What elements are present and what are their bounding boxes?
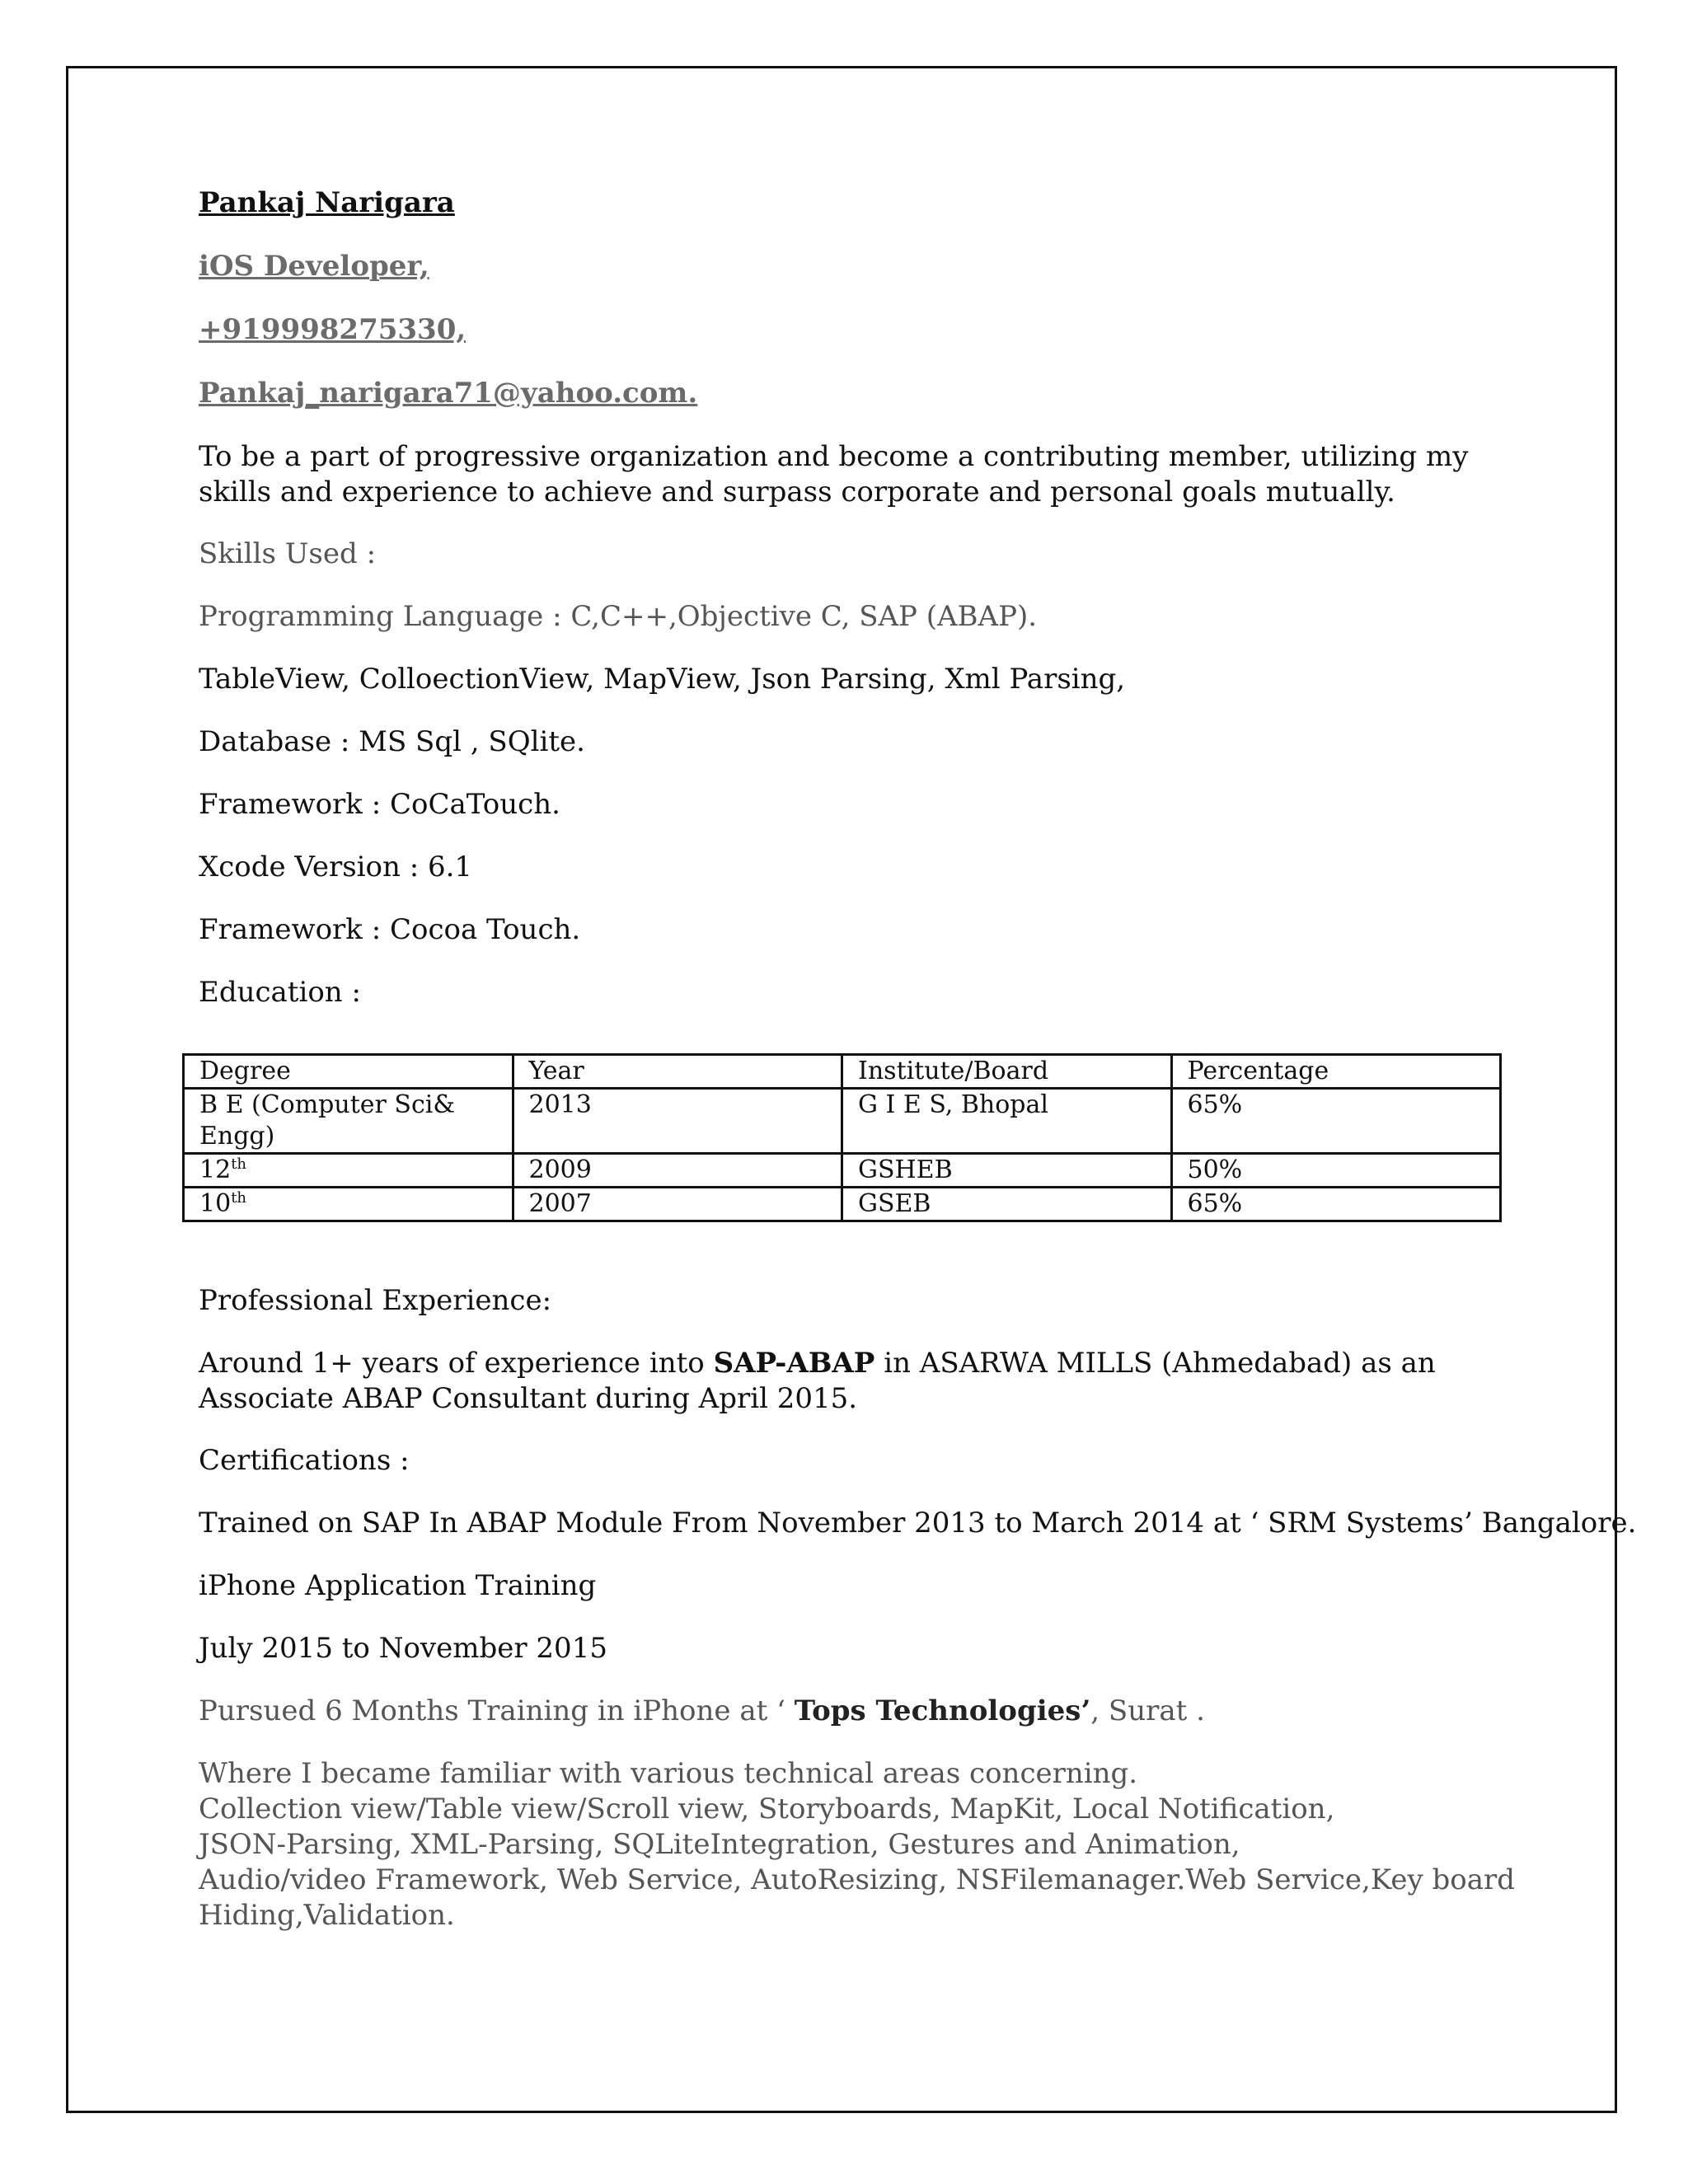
experience-skill: SAP-ABAP (713, 1347, 875, 1380)
training-institute: Tops Technologies’ (794, 1694, 1091, 1727)
email-link[interactable]: Pankaj_narigara71@yahoo.com. (199, 377, 698, 410)
degree-suffix: th (231, 1189, 247, 1207)
table-row (184, 1188, 1501, 1221)
column-header-year: Year (513, 1055, 842, 1089)
skills-framework-1: Framework : CoCaTouch. (199, 788, 560, 821)
cell-degree (184, 1188, 513, 1221)
degree-number: 10 (199, 1189, 232, 1218)
iphone-training-period: July 2015 to November 2015 (199, 1632, 607, 1665)
familiar-line: Audio/video Framework, Web Service, AutoResizing, NSFilemanager.Web Service,Key board (199, 1863, 1515, 1896)
skills-ui-topics: TableView, ColloectionView, MapView, Json Parsing, Xml Parsing, (199, 663, 1126, 696)
education-table (182, 1053, 1502, 1222)
resume-bottom-section (199, 1283, 1637, 1933)
experience-text-end: in ASARWA MILLS (Ahmedabad) as an Associate ABAP Consultant during April 2015. (199, 1347, 1436, 1415)
cell-percentage: 65% (1171, 1089, 1501, 1154)
familiar-line: Collection view/Table view/Scroll view, Storyboards, MapKit, Local Notification, (199, 1793, 1335, 1825)
cell-year: 2007 (513, 1188, 842, 1221)
degree-suffix: th (231, 1155, 247, 1173)
skills-xcode: Xcode Version : 6.1 (199, 851, 473, 883)
pursued-text-start: Pursued 6 Months Training in iPhone at ‘ (199, 1694, 795, 1727)
job-title: iOS Developer, (199, 250, 429, 283)
phone-number: +919998275330, (199, 313, 467, 346)
candidate-name: Pankaj Narigara (199, 186, 455, 219)
cell-year: 2013 (513, 1089, 842, 1154)
table-header-row (184, 1055, 1501, 1089)
column-header-degree: Degree (184, 1055, 513, 1089)
iphone-training-heading: iPhone Application Training (199, 1569, 597, 1602)
experience-text (199, 1346, 1534, 1417)
objective-text: To be a part of progressive organization and become a contributing member, utilizing my skills and experience to achieve and surpass corporate and personal goals mutually. (199, 440, 1469, 509)
experience-text-start: Around 1+ years of experience into (199, 1347, 714, 1380)
cell-degree: B E (Computer Sci& Engg) (184, 1089, 513, 1154)
familiar-line: Hiding,Validation. (199, 1899, 455, 1932)
degree-number: 12 (199, 1155, 232, 1184)
familiar-line: Where I became familiar with various technical areas concerning. (199, 1757, 1138, 1790)
table-row (184, 1154, 1501, 1188)
table-row (184, 1089, 1501, 1154)
skills-framework-2: Framework : Cocoa Touch. (199, 913, 581, 946)
pursued-text-end: , Surat . (1090, 1694, 1205, 1727)
sap-training: Trained on SAP In ABAP Module From November 2013 to March 2014 at ‘ SRM Systems’ Bangalore. (199, 1507, 1637, 1540)
cell-institute: G I E S, Bhopal (842, 1089, 1172, 1154)
education-heading: Education : (199, 976, 361, 1009)
pursued-training (199, 1694, 1534, 1729)
skills-programming: Programming Language : C,C++,Objective C, SAP (ABAP). (199, 600, 1038, 633)
resume-top-section (199, 185, 1534, 1027)
column-header-institute: Institute/Board (842, 1055, 1172, 1089)
cell-percentage: 65% (1171, 1188, 1501, 1221)
cell-institute: GSEB (842, 1188, 1172, 1221)
certifications-heading: Certifications : (199, 1444, 410, 1477)
experience-heading: Professional Experience: (199, 1284, 552, 1317)
cell-degree (184, 1154, 513, 1188)
skills-heading: Skills Used : (199, 537, 377, 570)
skills-database: Database : MS Sql , SQlite. (199, 725, 585, 758)
cell-percentage: 50% (1171, 1154, 1501, 1188)
column-header-percentage: Percentage (1171, 1055, 1501, 1089)
cell-year: 2009 (513, 1154, 842, 1188)
cell-institute: GSHEB (842, 1154, 1172, 1188)
familiar-line: JSON-Parsing, XML-Parsing, SQLiteIntegration, Gestures and Animation, (199, 1828, 1240, 1861)
